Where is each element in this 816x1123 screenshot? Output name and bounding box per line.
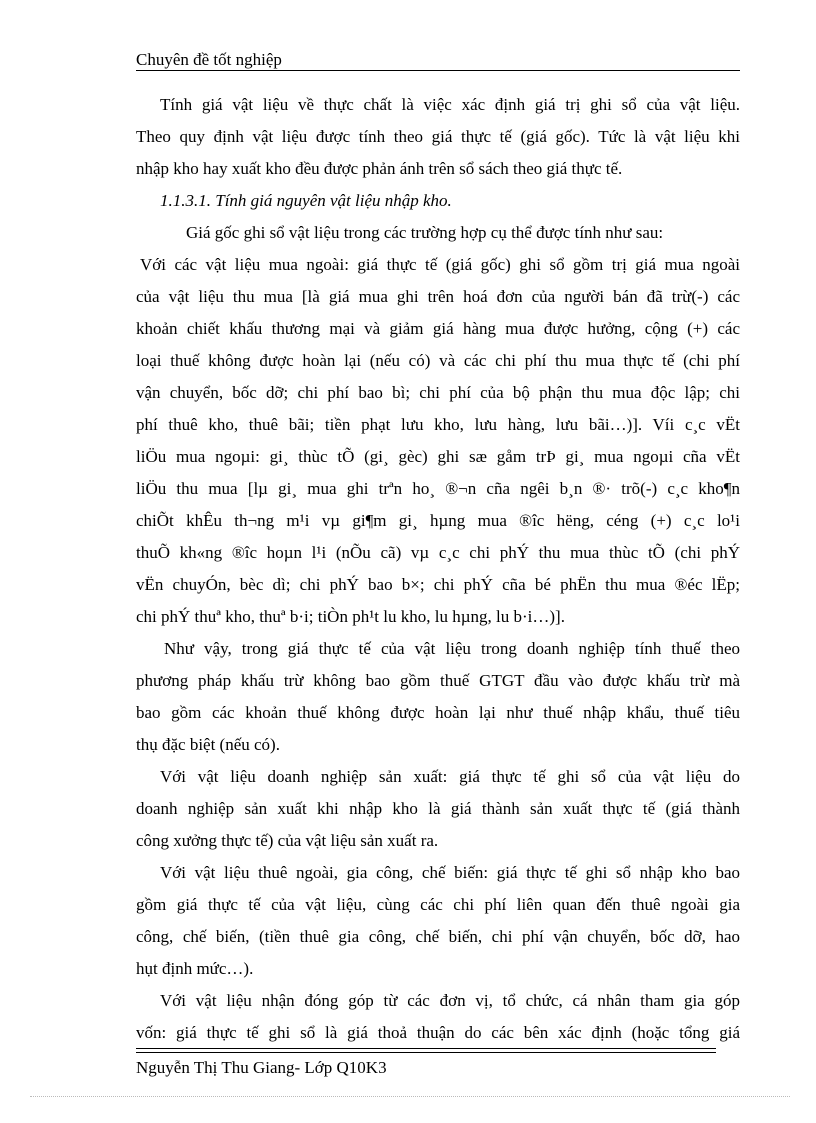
- text-line: Theo quy định vật liệu được tính theo giá thực tế (giá gốc). Tức là vật liệu khi: [136, 127, 740, 146]
- footer-divider: [136, 1052, 716, 1053]
- text-line: nhập kho hay xuất kho đều được phản ánh trên sổ sách theo giá thực tế.: [136, 159, 623, 178]
- text-line: vËn chuyÓn, bèc dì; chi phÝ bao b×; chi phÝ cña bé phËn thu mua ®éc lËp;: [136, 575, 740, 594]
- text-line: phí thuê kho, thuê bãi; tiền phạt lưu kho, lưu hàng, lưu bãi…)]. Víi c¸c vËt: [136, 415, 740, 434]
- text-line: công, chế biến, (tiền thuê gia công, chế biến, chi phí vận chuyển, bốc dỡ, hao: [136, 927, 740, 946]
- text-line: doanh nghiệp sản xuất khi nhập kho là giá thành sản xuất thực tế (giá thành: [136, 799, 740, 818]
- text-line: Với vật liệu thuê ngoài, gia công, chế biến: giá thực tế ghi sổ nhập kho bao: [160, 863, 740, 882]
- text-line: phương pháp khấu trừ không bao gồm thuế GTGT đầu vào được khấu trừ mà: [136, 671, 740, 690]
- header-divider: [136, 70, 740, 71]
- text-line: gồm giá thực tế của vật liệu, cùng các chi phí liên quan đến thuê ngoài gia: [136, 895, 740, 914]
- footer-divider: [136, 1048, 716, 1049]
- text-line: Với vật liệu doanh nghiệp sản xuất: giá thực tế ghi sổ của vật liệu do: [160, 767, 740, 786]
- section-heading: 1.1.3.1. Tính giá nguyên vật liệu nhập kho.: [160, 191, 452, 210]
- page-bottom-border: [30, 1096, 790, 1097]
- page-footer-text: Nguyễn Thị Thu Giang- Lớp Q10K3: [136, 1058, 387, 1077]
- text-line: hụt định mức…).: [136, 959, 254, 978]
- text-line: công xưởng thực tế) của vật liệu sản xuất ra.: [136, 831, 439, 850]
- text-line: vận chuyển, bốc dỡ; chi phí bao bì; chi phí của bộ phận thu mua độc lập; chi: [136, 383, 740, 402]
- text-line: Với các vật liệu mua ngoài: giá thực tế (giá gốc) ghi sổ gồm trị giá mua ngoài: [140, 255, 740, 274]
- text-line: Với vật liệu nhận đóng góp từ các đơn vị, tổ chức, cá nhân tham gia góp: [160, 991, 740, 1010]
- page-header-title: Chuyên đề tốt nghiệp: [136, 50, 282, 69]
- text-line: Tính giá vật liệu về thực chất là việc xác định giá trị ghi sổ của vật liệu.: [160, 95, 740, 114]
- text-line: vốn: giá thực tế ghi sổ là giá thoả thuận do các bên xác định (hoặc tổng giá: [136, 1023, 740, 1042]
- text-line: chi phÝ thuª kho, thuª b·i; tiÒn ph¹t lu kho, lu hµng, lu b·i…)].: [136, 607, 565, 626]
- text-line: liÖu thu mua [lµ gi¸ mua ghi trªn ho¸ ®¬n cña ngêi b¸n ®· trõ(-) c¸c kho¶n: [136, 479, 740, 498]
- text-line: liÖu mua ngoµi: gi¸ thùc tÕ (gi¸ gèc) ghi sæ gåm trÞ gi¸ mua ngoµi cña vËt: [136, 447, 740, 466]
- text-line: của vật liệu thu mua [là giá mua ghi trên hoá đơn của người bán đã trừ(-) các: [136, 287, 740, 306]
- text-line: khoản chiết khấu thương mại và giảm giá hàng mua được hưởng, cộng (+) các: [136, 319, 740, 338]
- text-line: loại thuế không được hoàn lại (nếu có) và các chi phí thu mua thực tế (chi phí: [136, 351, 740, 370]
- text-line: thụ đặc biệt (nếu có).: [136, 735, 280, 754]
- text-line: thuÕ kh«ng ®îc hoµn l¹i (nÕu cã) vµ c¸c chi phÝ thu mua thùc tÕ (chi phÝ: [136, 543, 740, 562]
- text-line: chiÕt khÊu th¬ng m¹i vµ gi¶m gi¸ hµng mua ®îc hëng, céng (+) c¸c lo¹i: [136, 511, 740, 530]
- text-line: Như vậy, trong giá thực tế của vật liệu trong doanh nghiệp tính thuế theo: [164, 639, 740, 658]
- text-line: bao gồm các khoản thuế không được hoàn lại như thuế nhập khẩu, thuế tiêu: [136, 703, 740, 722]
- text-line: Giá gốc ghi sổ vật liệu trong các trường hợp cụ thể được tính như sau:: [186, 223, 664, 242]
